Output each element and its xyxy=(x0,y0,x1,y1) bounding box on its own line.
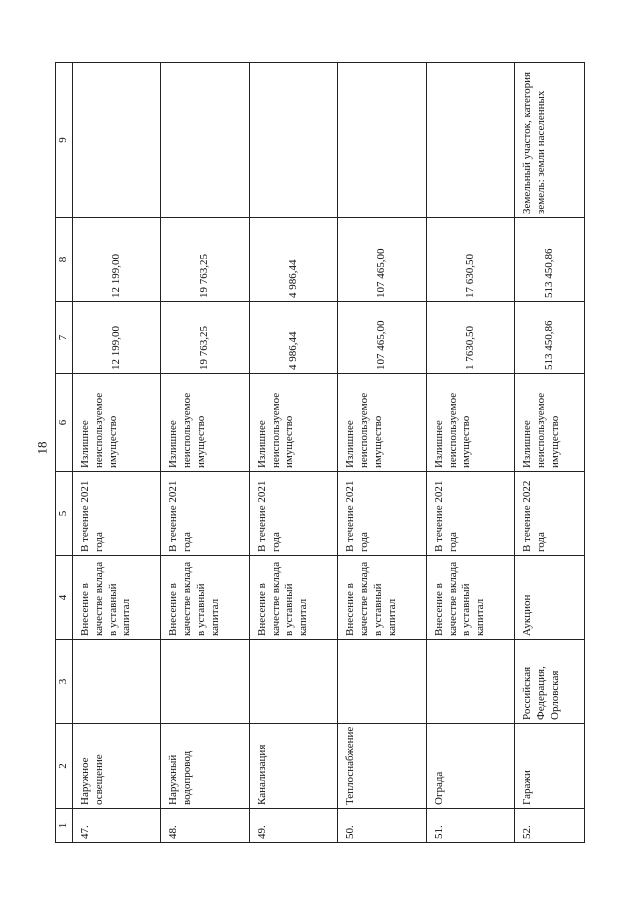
owner xyxy=(73,639,161,723)
object-name: Гаражи xyxy=(515,723,585,808)
reason: Излишнее неиспользуемое имущество xyxy=(73,373,161,471)
value-col8: 19 763,25 xyxy=(161,217,249,301)
value-col8: 4 986,44 xyxy=(249,217,337,301)
row-number: 47. xyxy=(73,808,161,842)
table-row xyxy=(73,62,161,842)
row-number: 50. xyxy=(338,808,426,842)
reason: Излишнее неиспользуемое имущество xyxy=(161,373,249,471)
value-col7: 513 450,86 xyxy=(515,301,585,373)
header-cell-8: 8 xyxy=(56,217,73,301)
value-col8: 17 630,50 xyxy=(426,217,514,301)
object-name: Наружное освещение xyxy=(73,723,161,808)
header-cell-2: 2 xyxy=(56,723,73,808)
term: В течение 2021 года xyxy=(249,471,337,555)
value-col7: 107 465,00 xyxy=(338,301,426,373)
row-number: 52. xyxy=(515,808,585,842)
property-table xyxy=(55,62,585,843)
table-row xyxy=(515,62,585,842)
table-row xyxy=(249,62,337,842)
privatization-method: Внесение в качестве вклада в уставный капитал xyxy=(249,555,337,639)
rotated-table-wrapper xyxy=(55,63,585,843)
row-number: 48. xyxy=(161,808,249,842)
reason: Излишнее неиспользуемое имущество xyxy=(426,373,514,471)
value-col8: 12 199,00 xyxy=(73,217,161,301)
reason: Излишнее неиспользуемое имущество xyxy=(515,373,585,471)
note xyxy=(161,62,249,217)
table-row xyxy=(426,62,514,842)
value-col8: 107 465,00 xyxy=(338,217,426,301)
term: В течение 2021 года xyxy=(426,471,514,555)
header-cell-5: 5 xyxy=(56,471,73,555)
owner xyxy=(249,639,337,723)
note xyxy=(249,62,337,217)
note xyxy=(426,62,514,217)
privatization-method: Внесение в качестве вклада в уставный капитал xyxy=(338,555,426,639)
privatization-method: Внесение в качестве вклада в уставный капитал xyxy=(73,555,161,639)
term: В течение 2021 года xyxy=(161,471,249,555)
object-name: Ограда xyxy=(426,723,514,808)
object-name: Теплоснабжение xyxy=(338,723,426,808)
header-cell-6: 6 xyxy=(56,373,73,471)
term: В течение 2021 года xyxy=(338,471,426,555)
object-name: Наружный водопровод xyxy=(161,723,249,808)
row-number: 51. xyxy=(426,808,514,842)
term: В течение 2021 года xyxy=(73,471,161,555)
table-row xyxy=(161,62,249,842)
privatization-method: Внесение в качестве вклада в уставный капитал xyxy=(161,555,249,639)
owner xyxy=(338,639,426,723)
header-cell-4: 4 xyxy=(56,555,73,639)
header-row xyxy=(56,62,73,842)
value-col7: 4 986,44 xyxy=(249,301,337,373)
note xyxy=(73,62,161,217)
owner xyxy=(426,639,514,723)
object-name: Канализация xyxy=(249,723,337,808)
reason: Излишнее неиспользуемое имущество xyxy=(338,373,426,471)
row-number: 49. xyxy=(249,808,337,842)
owner xyxy=(161,639,249,723)
value-col7: 1 7630,50 xyxy=(426,301,514,373)
header-cell-1: 1 xyxy=(56,808,73,842)
value-col7: 19 763,25 xyxy=(161,301,249,373)
header-cell-3: 3 xyxy=(56,639,73,723)
page-number: 18 xyxy=(34,441,50,455)
header-cell-9: 9 xyxy=(56,62,73,217)
header-cell-7: 7 xyxy=(56,301,73,373)
value-col7: 12 199,00 xyxy=(73,301,161,373)
note: Земельный участок, категория земель: земли населенных xyxy=(515,62,585,217)
note xyxy=(338,62,426,217)
privatization-method: Внесение в качестве вклада в уставный капитал xyxy=(426,555,514,639)
owner: Российская Федерация, Орловская xyxy=(515,639,585,723)
term: В течение 2022 года xyxy=(515,471,585,555)
value-col8: 513 450,86 xyxy=(515,217,585,301)
reason: Излишнее неиспользуемое имущество xyxy=(249,373,337,471)
privatization-method: Аукцион xyxy=(515,555,585,639)
table-row xyxy=(338,62,426,842)
